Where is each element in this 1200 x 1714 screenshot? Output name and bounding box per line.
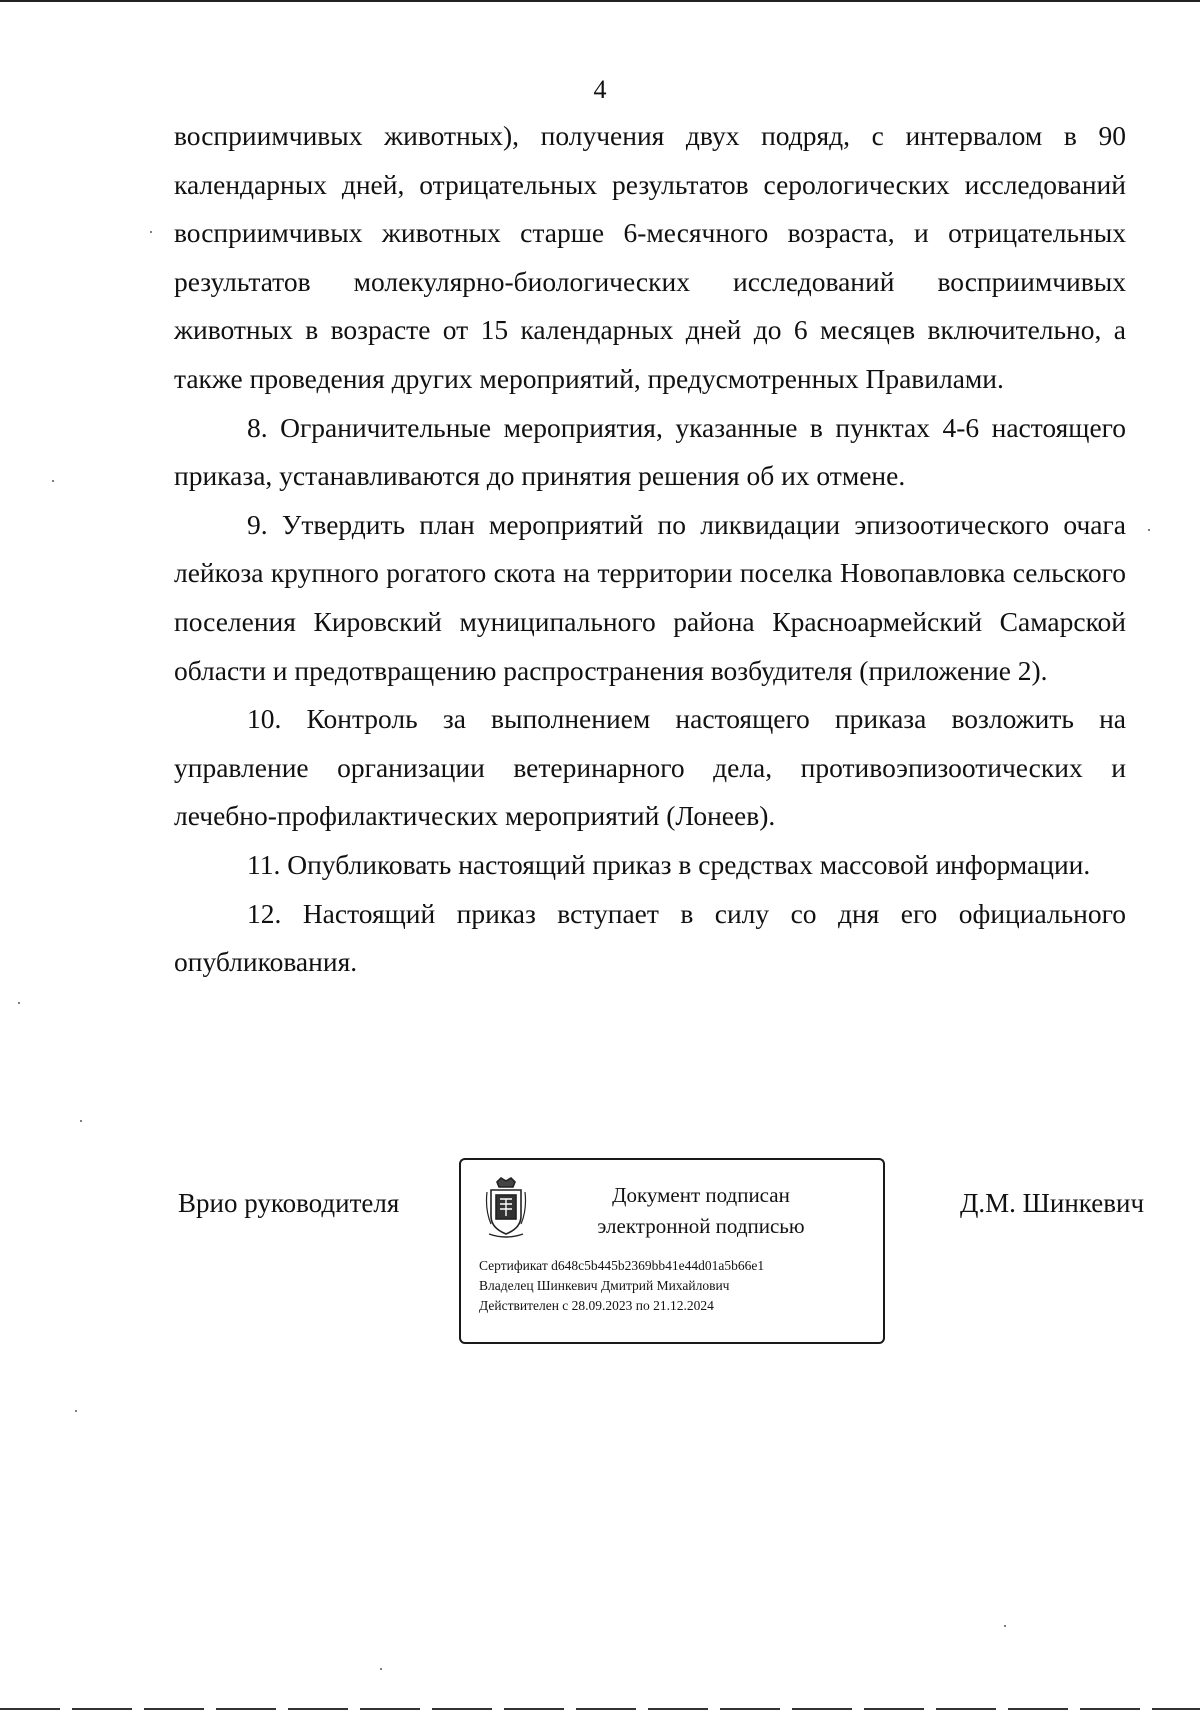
signer-position: Врио руководителя [178, 1188, 400, 1218]
paragraph-item-8: 8. Ограничительные мероприятия, указанные в пунктах 4-6 настоящего приказа, устанавливаются до принятия решения об их отмене. [174, 411, 1126, 492]
stamp-title-line-1: Документ подписан [612, 1183, 790, 1207]
scan-speck [80, 1120, 82, 1122]
scan-speck [18, 1002, 20, 1004]
scan-bottom-edge [0, 1708, 1200, 1710]
scan-speck [380, 1668, 382, 1670]
scan-speck [1148, 529, 1150, 531]
scan-speck [52, 480, 54, 482]
scan-speck [150, 231, 152, 233]
signer-name: Д.М. Шинкевич [960, 1188, 1145, 1218]
paragraph-continuation: восприимчивых животных), получения двух подряд, с интервалом в 90 календарных дней, отрицательных результатов серологических исследований восприимчивых животных старше 6-месячного возраста, и отрицательных результатов молекулярно-биологических исследований восприимчивых животных в возрасте от 15 календарных дней до 6 месяцев включительно, а также проведения других мероприятий, предусмотренных Правилами. [174, 120, 1126, 394]
paragraph-item-11: 11. Опубликовать настоящий приказ в средствах массовой информации. [247, 848, 1091, 880]
document-body [174, 112, 1126, 987]
paragraph-item-12: 12. Настоящий приказ вступает в силу со дня его официального опубликования. [174, 897, 1126, 978]
stamp-validity: Действителен с 28.09.2023 по 21.12.2024 [479, 1298, 714, 1313]
paragraph-item-10: 10. Контроль за выполнением настоящего приказа возложить на управление организации ветеринарного дела, противоэпизоотических и лечебно-профилактических мероприятий (Лонеев). [174, 703, 1126, 832]
stamp-title-line-2: электронной подписью [597, 1214, 805, 1238]
scan-speck [1004, 1625, 1006, 1627]
stamp-certificate: Сертификат d648c5b445b2369bb41e44d01a5b66e1 [479, 1258, 765, 1273]
scan-top-edge [0, 0, 1200, 2]
stamp-title [561, 1180, 841, 1242]
scan-speck [75, 1410, 77, 1412]
paragraph-item-9: 9. Утвердить план мероприятий по ликвидации эпизоотического очага лейкоза крупного рогатого скота на территории поселка Новопавловка сельского поселения Кировский муниципального района Красноармейский Самарской области и предотвращению распространения возбудителя (приложение 2). [174, 508, 1126, 686]
page-number: 4 [593, 75, 607, 104]
coat-of-arms-icon [483, 1176, 529, 1240]
stamp-details [479, 1256, 879, 1316]
stamp-owner: Владелец Шинкевич Дмитрий Михайлович [479, 1278, 730, 1293]
electronic-signature-stamp [459, 1158, 885, 1344]
